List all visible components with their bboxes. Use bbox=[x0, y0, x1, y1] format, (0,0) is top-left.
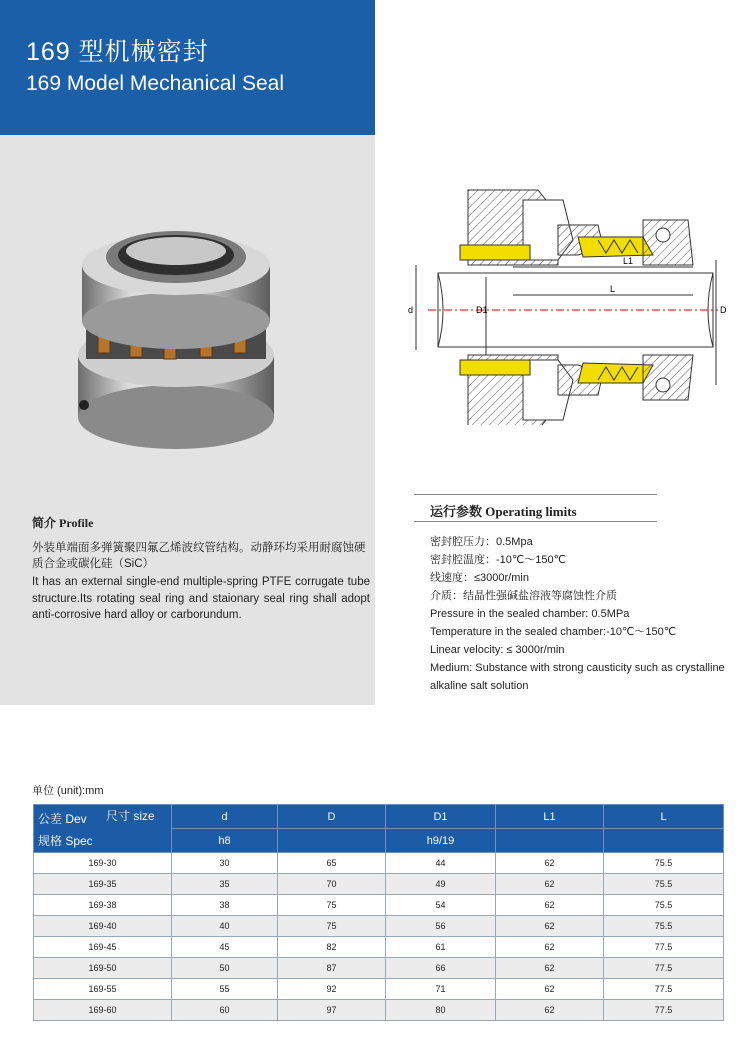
table-cell: 62 bbox=[496, 979, 604, 1000]
tolerance-cell bbox=[604, 829, 724, 853]
table-cell: 75.5 bbox=[604, 874, 724, 895]
spec-label: 规格 Spec bbox=[38, 834, 93, 848]
table-cell: 60 bbox=[172, 1000, 278, 1021]
op-cn-line: 密封腔温度：-10℃～150℃ bbox=[430, 554, 566, 566]
table-cell: 87 bbox=[278, 958, 386, 979]
table-cell: 75 bbox=[278, 916, 386, 937]
table-cell: 49 bbox=[386, 874, 496, 895]
divider bbox=[414, 494, 657, 495]
table-cell: 77.5 bbox=[604, 1000, 724, 1021]
profile-text-en: It has an external single-end multiple-spring PTFE corrugate tube structure.Its rotating seal ring and staionary seal ring shall adopt anti-corrosive hard alloy or carborundum. bbox=[32, 576, 370, 621]
column-header: L bbox=[604, 805, 724, 829]
table-corner-cell bbox=[34, 805, 172, 853]
table-cell: 44 bbox=[386, 853, 496, 874]
table-cell: 40 bbox=[172, 916, 278, 937]
dim-label-L: L bbox=[610, 284, 616, 294]
divider bbox=[414, 521, 657, 522]
table-cell: 75 bbox=[278, 895, 386, 916]
op-en-line: Linear velocity: ≤ 3000r/min bbox=[430, 644, 565, 656]
dim-label-L1: L1 bbox=[623, 256, 634, 266]
op-cn-line: 密封腔压力：0.5Mpa bbox=[430, 536, 533, 548]
dim-label-D1: D1 bbox=[476, 305, 488, 315]
profile-heading: 简介 Profile bbox=[32, 516, 94, 530]
table-row bbox=[34, 1000, 724, 1021]
column-header: D bbox=[278, 805, 386, 829]
table-cell: 55 bbox=[172, 979, 278, 1000]
column-header: L1 bbox=[496, 805, 604, 829]
table-cell: 62 bbox=[496, 916, 604, 937]
tolerance-cell: h8 bbox=[172, 829, 278, 853]
op-en-line: Medium: Substance with strong causticity such as crystalline alkaline salt solution bbox=[430, 662, 725, 692]
table-cell: 66 bbox=[386, 958, 496, 979]
page-title-cn: 169 型机械密封 bbox=[26, 38, 209, 66]
unit-label: 单位 (unit):mm bbox=[32, 785, 104, 797]
table-cell: 45 bbox=[172, 937, 278, 958]
table-cell: 30 bbox=[172, 853, 278, 874]
table-cell: 75.5 bbox=[604, 916, 724, 937]
table-cell: 77.5 bbox=[604, 958, 724, 979]
table-cell: 61 bbox=[386, 937, 496, 958]
table-cell: 77.5 bbox=[604, 979, 724, 1000]
page-title-en: 169 Model Mechanical Seal bbox=[26, 72, 284, 95]
table-cell: 169-50 bbox=[34, 958, 172, 979]
table-cell: 169-55 bbox=[34, 979, 172, 1000]
table-cell: 75.5 bbox=[604, 895, 724, 916]
tolerance-label: 公差 Dev bbox=[38, 812, 87, 826]
table-cell: 62 bbox=[496, 1000, 604, 1021]
op-cn-line: 线速度：≤3000r/min bbox=[430, 572, 529, 584]
tolerance-cell bbox=[278, 829, 386, 853]
tolerance-cell bbox=[496, 829, 604, 853]
table-cell: 80 bbox=[386, 1000, 496, 1021]
table-cell: 169-35 bbox=[34, 874, 172, 895]
table-cell: 38 bbox=[172, 895, 278, 916]
table-row bbox=[34, 853, 724, 874]
table-row bbox=[34, 916, 724, 937]
table-cell: 62 bbox=[496, 874, 604, 895]
op-cn-line: 介质：结晶性强碱盐溶液等腐蚀性介质 bbox=[430, 590, 617, 602]
spec-table bbox=[33, 804, 724, 1021]
seal-product-image bbox=[60, 205, 290, 455]
title-banner bbox=[0, 0, 375, 135]
table-row bbox=[34, 874, 724, 895]
table-cell: 169-60 bbox=[34, 1000, 172, 1021]
table-cell: 65 bbox=[278, 853, 386, 874]
table-row bbox=[34, 979, 724, 1000]
tolerance-cell: h9/19 bbox=[386, 829, 496, 853]
op-en-line: Temperature in the sealed chamber:-10℃～150℃ bbox=[430, 626, 677, 638]
column-header: D1 bbox=[386, 805, 496, 829]
table-cell: 50 bbox=[172, 958, 278, 979]
table-cell: 54 bbox=[386, 895, 496, 916]
table-header-row bbox=[34, 805, 724, 829]
op-en-line: Pressure in the sealed chamber: 0.5MPa bbox=[430, 608, 630, 620]
profile-text-cn: 外装单端面多弹簧聚四氟乙烯波纹管结构。动静环均采用耐腐蚀硬质合金或碳化硅（SiC） bbox=[32, 542, 366, 570]
table-cell: 169-30 bbox=[34, 853, 172, 874]
table-cell: 35 bbox=[172, 874, 278, 895]
table-row bbox=[34, 895, 724, 916]
table-cell: 70 bbox=[278, 874, 386, 895]
seal-cross-section-diagram bbox=[398, 185, 743, 425]
table-cell: 62 bbox=[496, 958, 604, 979]
operating-limits-en bbox=[430, 605, 730, 695]
table-cell: 97 bbox=[278, 1000, 386, 1021]
table-cell: 62 bbox=[496, 937, 604, 958]
table-cell: 169-45 bbox=[34, 937, 172, 958]
table-cell: 71 bbox=[386, 979, 496, 1000]
operating-limits-heading: 运行参数 Operating limits bbox=[430, 504, 577, 519]
table-cell: 62 bbox=[496, 895, 604, 916]
table-row bbox=[34, 958, 724, 979]
table-cell: 75.5 bbox=[604, 853, 724, 874]
operating-limits-cn bbox=[430, 533, 617, 605]
table-cell: 82 bbox=[278, 937, 386, 958]
dim-label-d: d bbox=[408, 305, 414, 315]
dim-label-D: D bbox=[720, 305, 727, 315]
table-cell: 62 bbox=[496, 853, 604, 874]
table-row bbox=[34, 937, 724, 958]
table-cell: 56 bbox=[386, 916, 496, 937]
table-cell: 92 bbox=[278, 979, 386, 1000]
table-cell: 77.5 bbox=[604, 937, 724, 958]
size-label: 尺寸 size bbox=[106, 809, 155, 823]
table-cell: 169-38 bbox=[34, 895, 172, 916]
table-cell: 169-40 bbox=[34, 916, 172, 937]
column-header: d bbox=[172, 805, 278, 829]
